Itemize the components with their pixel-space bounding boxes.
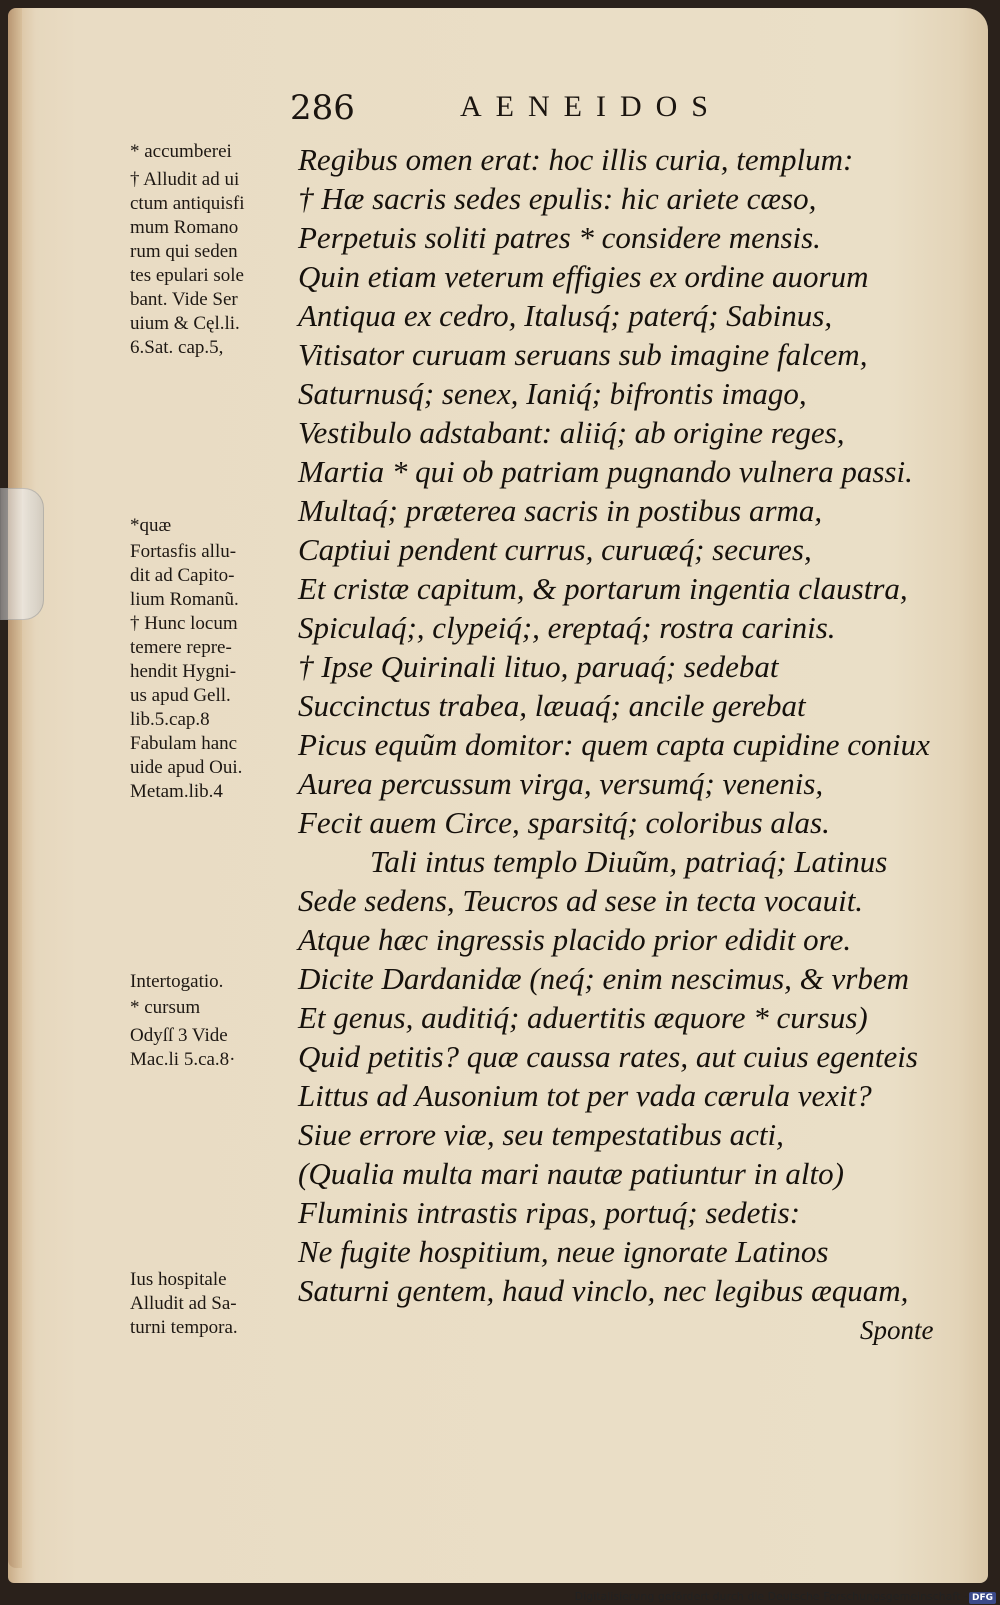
margin-note-line: bant. Vide Ser bbox=[130, 289, 238, 310]
verse-line: Et cristæ capitum, & portarum ingentia claustra, bbox=[298, 571, 908, 606]
margin-note bbox=[130, 1268, 300, 1340]
verse-line: Ne fugite hospitium, neue ignorate Latinos bbox=[298, 1234, 829, 1269]
verse-line: Littus ad Ausonium tot per vada cærula vexit? bbox=[298, 1078, 872, 1113]
verse-line: (Qualia multa mari nautæ patiuntur in alto) bbox=[298, 1156, 844, 1191]
verse-line: Martia * qui ob patriam pugnando vulnera passi. bbox=[298, 454, 913, 489]
margin-note-line: *quæ bbox=[130, 515, 172, 536]
margin-note-line: mum Romano bbox=[130, 217, 239, 238]
margin-note-line: tes epulari sole bbox=[130, 265, 244, 286]
verse-line: Regibus omen erat: hoc illis curia, templum: bbox=[298, 142, 854, 177]
margin-note-line: dit ad Capito- bbox=[130, 565, 235, 586]
verse-line: Atque hæc ingressis placido prior edidit ore. bbox=[298, 922, 852, 957]
verse-line: Fluminis intrastis ripas, portuq́; sedetis: bbox=[298, 1195, 801, 1230]
digitization-credit: Digitalisierung gefördert durch die Deutsche Forschungsgemeinschaft - bbox=[574, 1590, 968, 1603]
verse-line: Perpetuis soliti patres * considere mensis. bbox=[298, 220, 821, 255]
verse-line: Aurea percussum virga, versumq́; venenis, bbox=[298, 766, 824, 801]
page-edge bbox=[8, 8, 22, 1568]
verse-line: Vitisator curuam seruans sub imagine falcem, bbox=[298, 337, 868, 372]
verse-line: Multaq́; præterea sacris in postibus arma, bbox=[298, 493, 823, 528]
verse-line: Saturni gentem, haud vinclo, nec legibus æquam, bbox=[298, 1273, 909, 1308]
running-head: AENEIDOS bbox=[460, 90, 722, 123]
margin-note-line: * accumberei bbox=[130, 141, 232, 162]
verse-line: † Ipse Quirinali lituo, paruaq́; sedebat bbox=[298, 649, 779, 684]
margin-note-line: lium Romanũ. bbox=[130, 589, 239, 610]
verse-line: Spiculaq́;, clypeiq́;, ereptaq́; rostra carinis. bbox=[298, 610, 836, 645]
margin-note-line: Metam.lib.4 bbox=[130, 781, 223, 802]
margin-note bbox=[130, 140, 300, 164]
margin-note-line: turni tempora. bbox=[130, 1317, 238, 1338]
page-clip bbox=[0, 488, 44, 620]
verse-line: Quid petitis? quæ caussa rates, aut cuius egenteis bbox=[298, 1039, 918, 1074]
verse-text bbox=[298, 140, 978, 1390]
margin-note-line: Fabulam hanc bbox=[130, 733, 238, 754]
margin-note bbox=[130, 540, 300, 804]
margin-note bbox=[130, 1024, 300, 1072]
margin-note-line: Alludit ad Sa- bbox=[130, 1293, 237, 1314]
margin-note bbox=[130, 514, 300, 538]
margin-note-line: uide apud Oui. bbox=[130, 757, 243, 778]
page-number: 286 bbox=[290, 88, 355, 128]
margin-note-line: Ius hospitale bbox=[130, 1269, 227, 1290]
catchword: Sponte bbox=[860, 1315, 934, 1345]
verse-line: Quin etiam veterum effigies ex ordine auorum bbox=[298, 259, 869, 294]
page-header bbox=[290, 88, 810, 138]
verse-line: Tali intus templo Diuũm, patriaq́; Latinus bbox=[370, 844, 888, 879]
margin-note-line: 6.Sat. cap.5, bbox=[130, 337, 224, 358]
margin-notes bbox=[130, 140, 300, 1340]
verse-line: Saturnusq́; senex, Ianiq́; bifrontis imago, bbox=[298, 376, 807, 411]
margin-note-line: temere repre- bbox=[130, 637, 232, 658]
margin-note-line: Fortasfis allu- bbox=[130, 541, 237, 562]
margin-note bbox=[130, 168, 300, 360]
margin-note bbox=[130, 996, 300, 1020]
verse-line: Picus equũm domitor: quem capta cupidine coniux bbox=[298, 727, 930, 762]
margin-note-line: hendit Hygni- bbox=[130, 661, 237, 682]
margin-note-line: Mac.li 5.ca.8· bbox=[130, 1049, 236, 1070]
margin-note-line: uium & Cęl.li. bbox=[130, 313, 240, 334]
verse-line: † Hæ sacris sedes epulis: hic ariete cæso, bbox=[298, 181, 817, 216]
margin-note-line: us apud Gell. bbox=[130, 685, 231, 706]
verse-line: Et genus, auditiq́; aduertitis æquore * cursus) bbox=[298, 1000, 868, 1035]
verse-line: Antiqua ex cedro, Italusq́; paterq́; Sabinus, bbox=[298, 298, 833, 333]
margin-note-line: † Alludit ad ui bbox=[130, 169, 240, 190]
verse-line: Siue errore viæ, seu tempestatibus acti, bbox=[298, 1117, 784, 1152]
margin-note-line: lib.5.cap.8 bbox=[130, 709, 210, 730]
margin-note-line: Odyſſ 3 Vide bbox=[130, 1025, 228, 1046]
margin-note bbox=[130, 970, 300, 994]
verse-line: Dicite Dardanidæ (neq́; enim nescimus, & vrbem bbox=[298, 961, 909, 996]
verse-line: Fecit auem Circe, sparsitq́; coloribus alas. bbox=[298, 805, 830, 840]
margin-note-line: † Hunc locum bbox=[130, 613, 238, 634]
margin-note-line: ctum antiquisfi bbox=[130, 193, 245, 214]
margin-note-line: Intertogatio. bbox=[130, 971, 224, 992]
verse-line: Captiui pendent currus, curuæq́; secures, bbox=[298, 532, 812, 567]
dfg-logo: DFG bbox=[969, 1592, 996, 1604]
verse-line: Succinctus trabea, læuaq́; ancile gerebat bbox=[298, 688, 806, 723]
verse-line: Sede sedens, Teucros ad sese in tecta vocauit. bbox=[298, 883, 864, 918]
margin-note-line: rum qui seden bbox=[130, 241, 238, 262]
margin-note-line: * cursum bbox=[130, 997, 201, 1018]
verse-line: Vestibulo adstabant: aliiq́; ab origine reges, bbox=[298, 415, 845, 450]
